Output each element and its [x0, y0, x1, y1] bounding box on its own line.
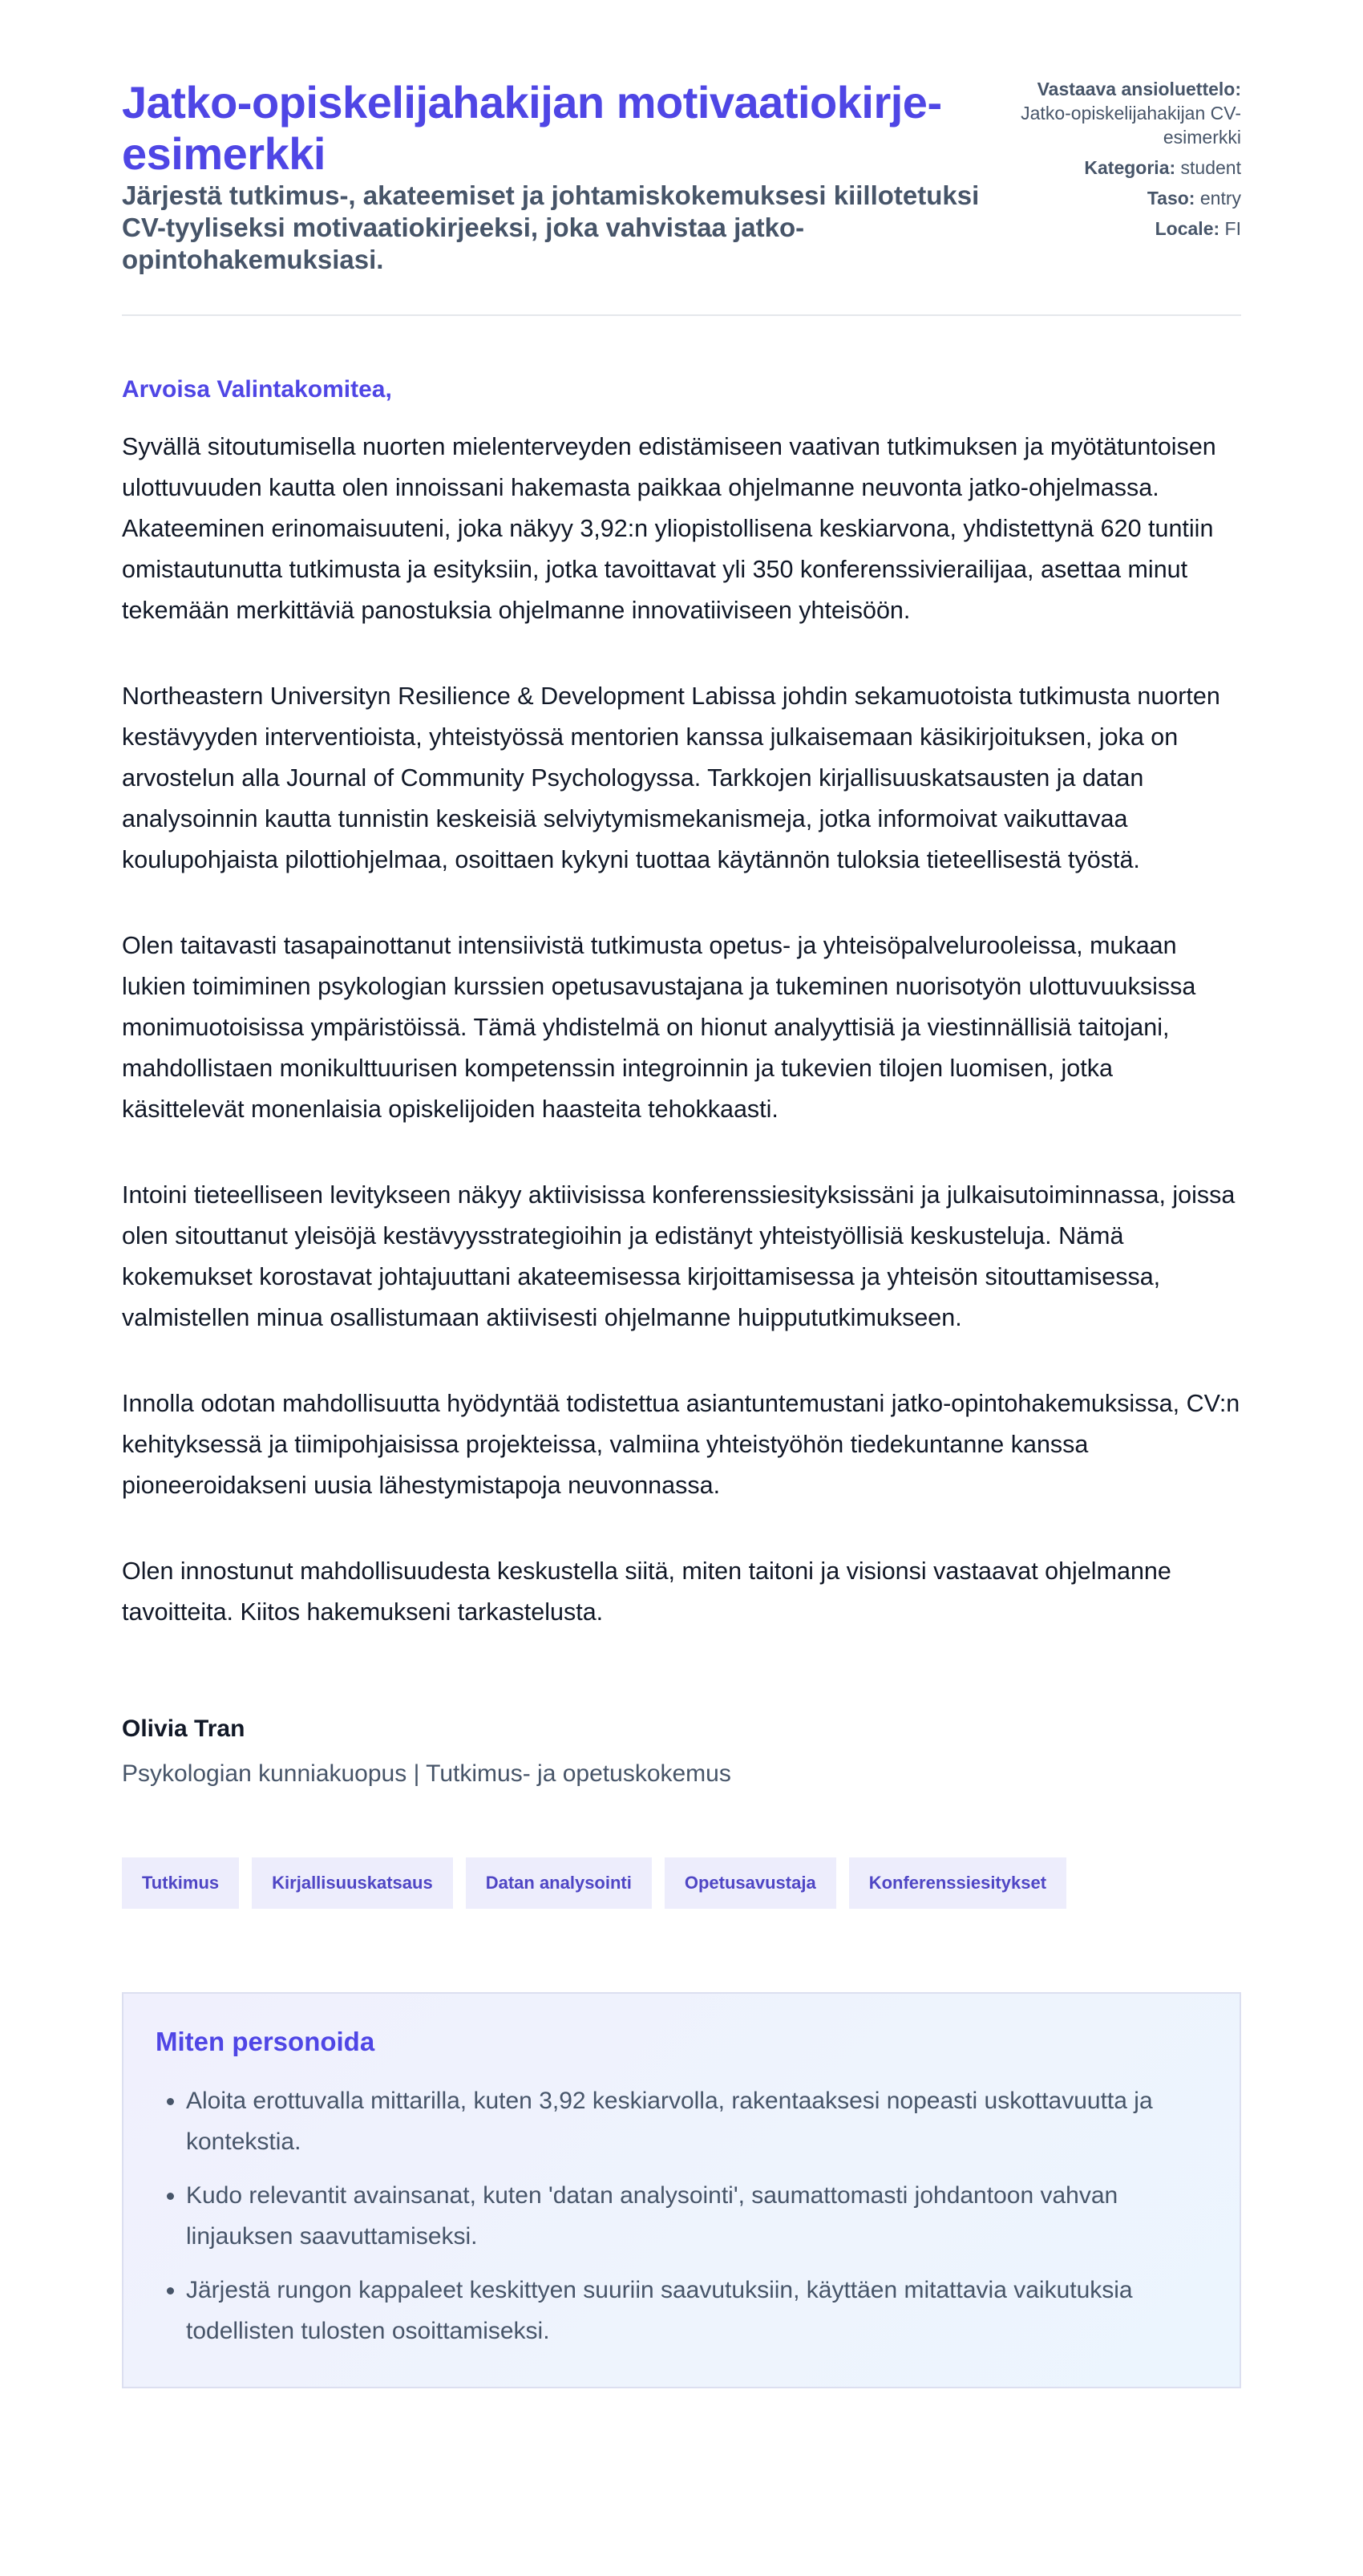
signature-name: Olivia Tran [122, 1715, 245, 1742]
tips-list [156, 2080, 1207, 2351]
meta-category-label: Kategoria: [1084, 157, 1176, 178]
meta-level-value: entry [1199, 188, 1241, 209]
tip-item: • Kudo relevantit avainsanat, kuten 'datan analysointi', saumattomasti johdantoon vahvan linjauksen saavuttamiseksi. [186, 2175, 1207, 2257]
letter-paragraph: Olen innostunut mahdollisuudesta keskustella siitä, miten taitoni ja visionsi vastaavat ohjelmanne tavoitteita. Kiitos hakemukseni tarkastelusta. [122, 1557, 1171, 1626]
skill-tag[interactable]: Tutkimus [122, 1857, 239, 1909]
meta-locale-label: Locale: [1155, 218, 1220, 239]
page-title: Jatko-opiskelijahakijan motivaatiokirje-esimerkki [122, 77, 942, 179]
page-subtitle: Järjestä tutkimus-, akateemiset ja johtamiskokemuksesi kiillotetuksi CV-tyyliseksi motivaatiokirjeeksi, joka vahvistaa jatko-opintohakemuksiasi. [122, 180, 980, 274]
skill-tag[interactable]: Konferenssiesitykset [849, 1857, 1066, 1909]
page-header [122, 77, 1241, 316]
meta-resume [1001, 77, 1241, 149]
letter-paragraph: Innolla odotan mahdollisuutta hyödyntää todistettua asiantuntemustani jatko-opintohakemuksissa, CV:n kehityksessä ja tiimipohjaisissa projekteissa, valmiina yhteistyöhön tiedekuntanne kanssa pioneeroidakseni uusia lähestymistapoja neuvonnassa. [122, 1390, 1240, 1499]
letter-paragraph: Syvällä sitoutumisella nuorten mielenterveyden edistämiseen vaativan tutkimuksen ja myötätuntoisen ulottuvuuden kautta olen innoissani hakemasta paikkaa ohjelmanne neuvonta jatko-ohjelmassa. Akateeminen erinomaisuuteni, joka näkyy 3,92:n yliopistollisena keskiarvona, yhdistettynä 620 tuntiin omistautunutta tutkimusta ja esityksiin, jotka tavoittavat yli 350 konferenssivierailijaa, asettaa minut tekemään merkittäviä panostuksia ohjelmanne innovatiiviseen yhteisöön. [122, 433, 1216, 624]
tip-item: • Aloita erottuvalla mittarilla, kuten 3,92 keskiarvolla, rakentaaksesi nopeasti uskottavuutta ja kontekstia. [186, 2080, 1207, 2162]
letter-paragraph: Olen taitavasti tasapainottanut intensiivistä tutkimusta opetus- ja yhteisöpalvelurooleissa, mukaan lukien toimiminen psykologian kurssien opetusavustajana ja tukeminen nuorisotyön ulottuvuuksissa monimuotoisissa ympäristöissä. Tämä yhdistelmä on hionut analyyttisiä ja viestinnällisiä taitojani, mahdollistaen monikulttuurisen kompetenssin integroinnin ja tukevien tilojen luomisen, jotka käsittelevät monenlaisia opiskelijoiden haasteita tehokkaasti. [122, 932, 1196, 1123]
meta-resume-value[interactable]: Jatko-opiskelijahakijan CV-esimerkki [1021, 103, 1241, 148]
meta-locale-value: FI [1224, 218, 1241, 239]
meta-level [1001, 186, 1241, 210]
skill-tag[interactable]: Opetusavustaja [665, 1857, 836, 1909]
personalization-tips [122, 1992, 1241, 2388]
skill-tag[interactable]: Datan analysointi [466, 1857, 652, 1909]
tips-title: Miten personoida [156, 2027, 375, 2056]
signature-title: Psykologian kunniakuopus | Tutkimus- ja opetuskokemus [122, 1760, 731, 1787]
skill-tags [122, 1857, 1241, 1909]
cover-letter-page [122, 0, 1241, 2388]
signature-block [122, 1713, 1241, 1790]
letter-body [122, 374, 1241, 1633]
skill-tag[interactable]: Kirjallisuuskatsaus [252, 1857, 453, 1909]
letter-paragraph: Intoini tieteelliseen levitykseen näkyy aktiivisissa konferenssiesityksissäni ja julkaisutoiminnassa, joissa olen sitouttanut yleisöjä kestävyysstrategioihin ja edistänyt yhteistyöllisiä keskusteluja. Nämä kokemukset korostavat johtajuuttani akateemisessa kirjoittamisessa ja yhteisön sitouttamisessa, valmistellen minua osallistumaan aktiivisesti ohjelmanne huippututkimukseen. [122, 1181, 1236, 1331]
tip-item: • Järjestä rungon kappaleet keskittyen suuriin saavutuksiin, käyttäen mitattavia vaikutuksia todellisten tulosten osoittamiseksi. [186, 2270, 1207, 2351]
header-titles [122, 77, 988, 276]
letter-greeting: Arvoisa Valintakomitea, [122, 376, 392, 403]
meta-category-value: student [1180, 157, 1241, 178]
meta-locale [1001, 217, 1241, 241]
meta-category [1001, 156, 1241, 180]
meta-level-label: Taso: [1147, 188, 1195, 209]
meta-panel [1001, 77, 1241, 247]
meta-resume-label: Vastaava ansioluettelo: [1037, 79, 1241, 99]
letter-paragraph: Northeastern Universityn Resilience & Development Labissa johdin sekamuotoista tutkimusta nuorten kestävyyden interventioista, yhteistyössä mentorien kanssa julkaisemaan käsikirjoituksen, joka on arvostelun alla Journal of Community Psychologyssa. Tarkkojen kirjallisuuskatsausten ja datan analysoinnin kautta tunnistin keskeisiä selviytymismekanismeja, jotka informoivat vaikuttavaa koulupohjaista pilottiohjelmaa, osoittaen kykyni tuottaa käytännön tuloksia tieteellisestä työstä. [122, 682, 1220, 873]
